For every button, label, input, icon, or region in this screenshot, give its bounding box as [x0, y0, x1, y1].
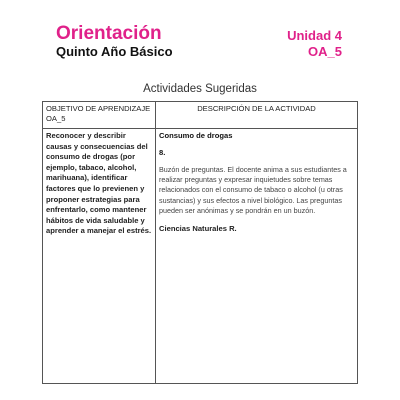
objective-column-header: OBJETIVO DE APRENDIZAJE OA_5 — [43, 102, 156, 129]
activity-number: 8. — [159, 148, 166, 157]
activity-topic: Consumo de drogas — [159, 131, 233, 140]
activity-description: Buzón de preguntas. El docente anima a sus estudiantes a realizar preguntas y expresar inquietudes sobre temas relacionados con el consumo de tabaco o alcohol (u otras sustancias) y sus efectos a nivel biológico. Las preguntas pueden ser anónimas y se pondrán en un buzón. — [159, 165, 347, 215]
description-column-header: DESCRIPCIÓN DE LA ACTIVIDAD — [156, 102, 358, 129]
description-cell — [156, 129, 358, 384]
activity-table — [42, 101, 358, 384]
table-header-row — [43, 102, 358, 129]
page-title: Orientación — [56, 23, 162, 44]
section-heading: Actividades Sugeridas — [143, 83, 257, 95]
oa-code: OA_5 — [308, 44, 342, 59]
unit-label: Unidad 4 — [287, 28, 342, 43]
related-subject: Ciencias Naturales R. — [159, 224, 237, 234]
table-row — [43, 129, 358, 384]
objective-cell: Reconocer y describir causas y consecuencias del consumo de drogas (por ejemplo, tabaco, alcohol, marihuana), identificar factores que lo previenen y proponer estrategias para enfrentarlo, como mantener hábitos de vida saludable y aprender a manejar el estrés. — [43, 129, 156, 384]
grade-subtitle: Quinto Año Básico — [56, 44, 173, 59]
